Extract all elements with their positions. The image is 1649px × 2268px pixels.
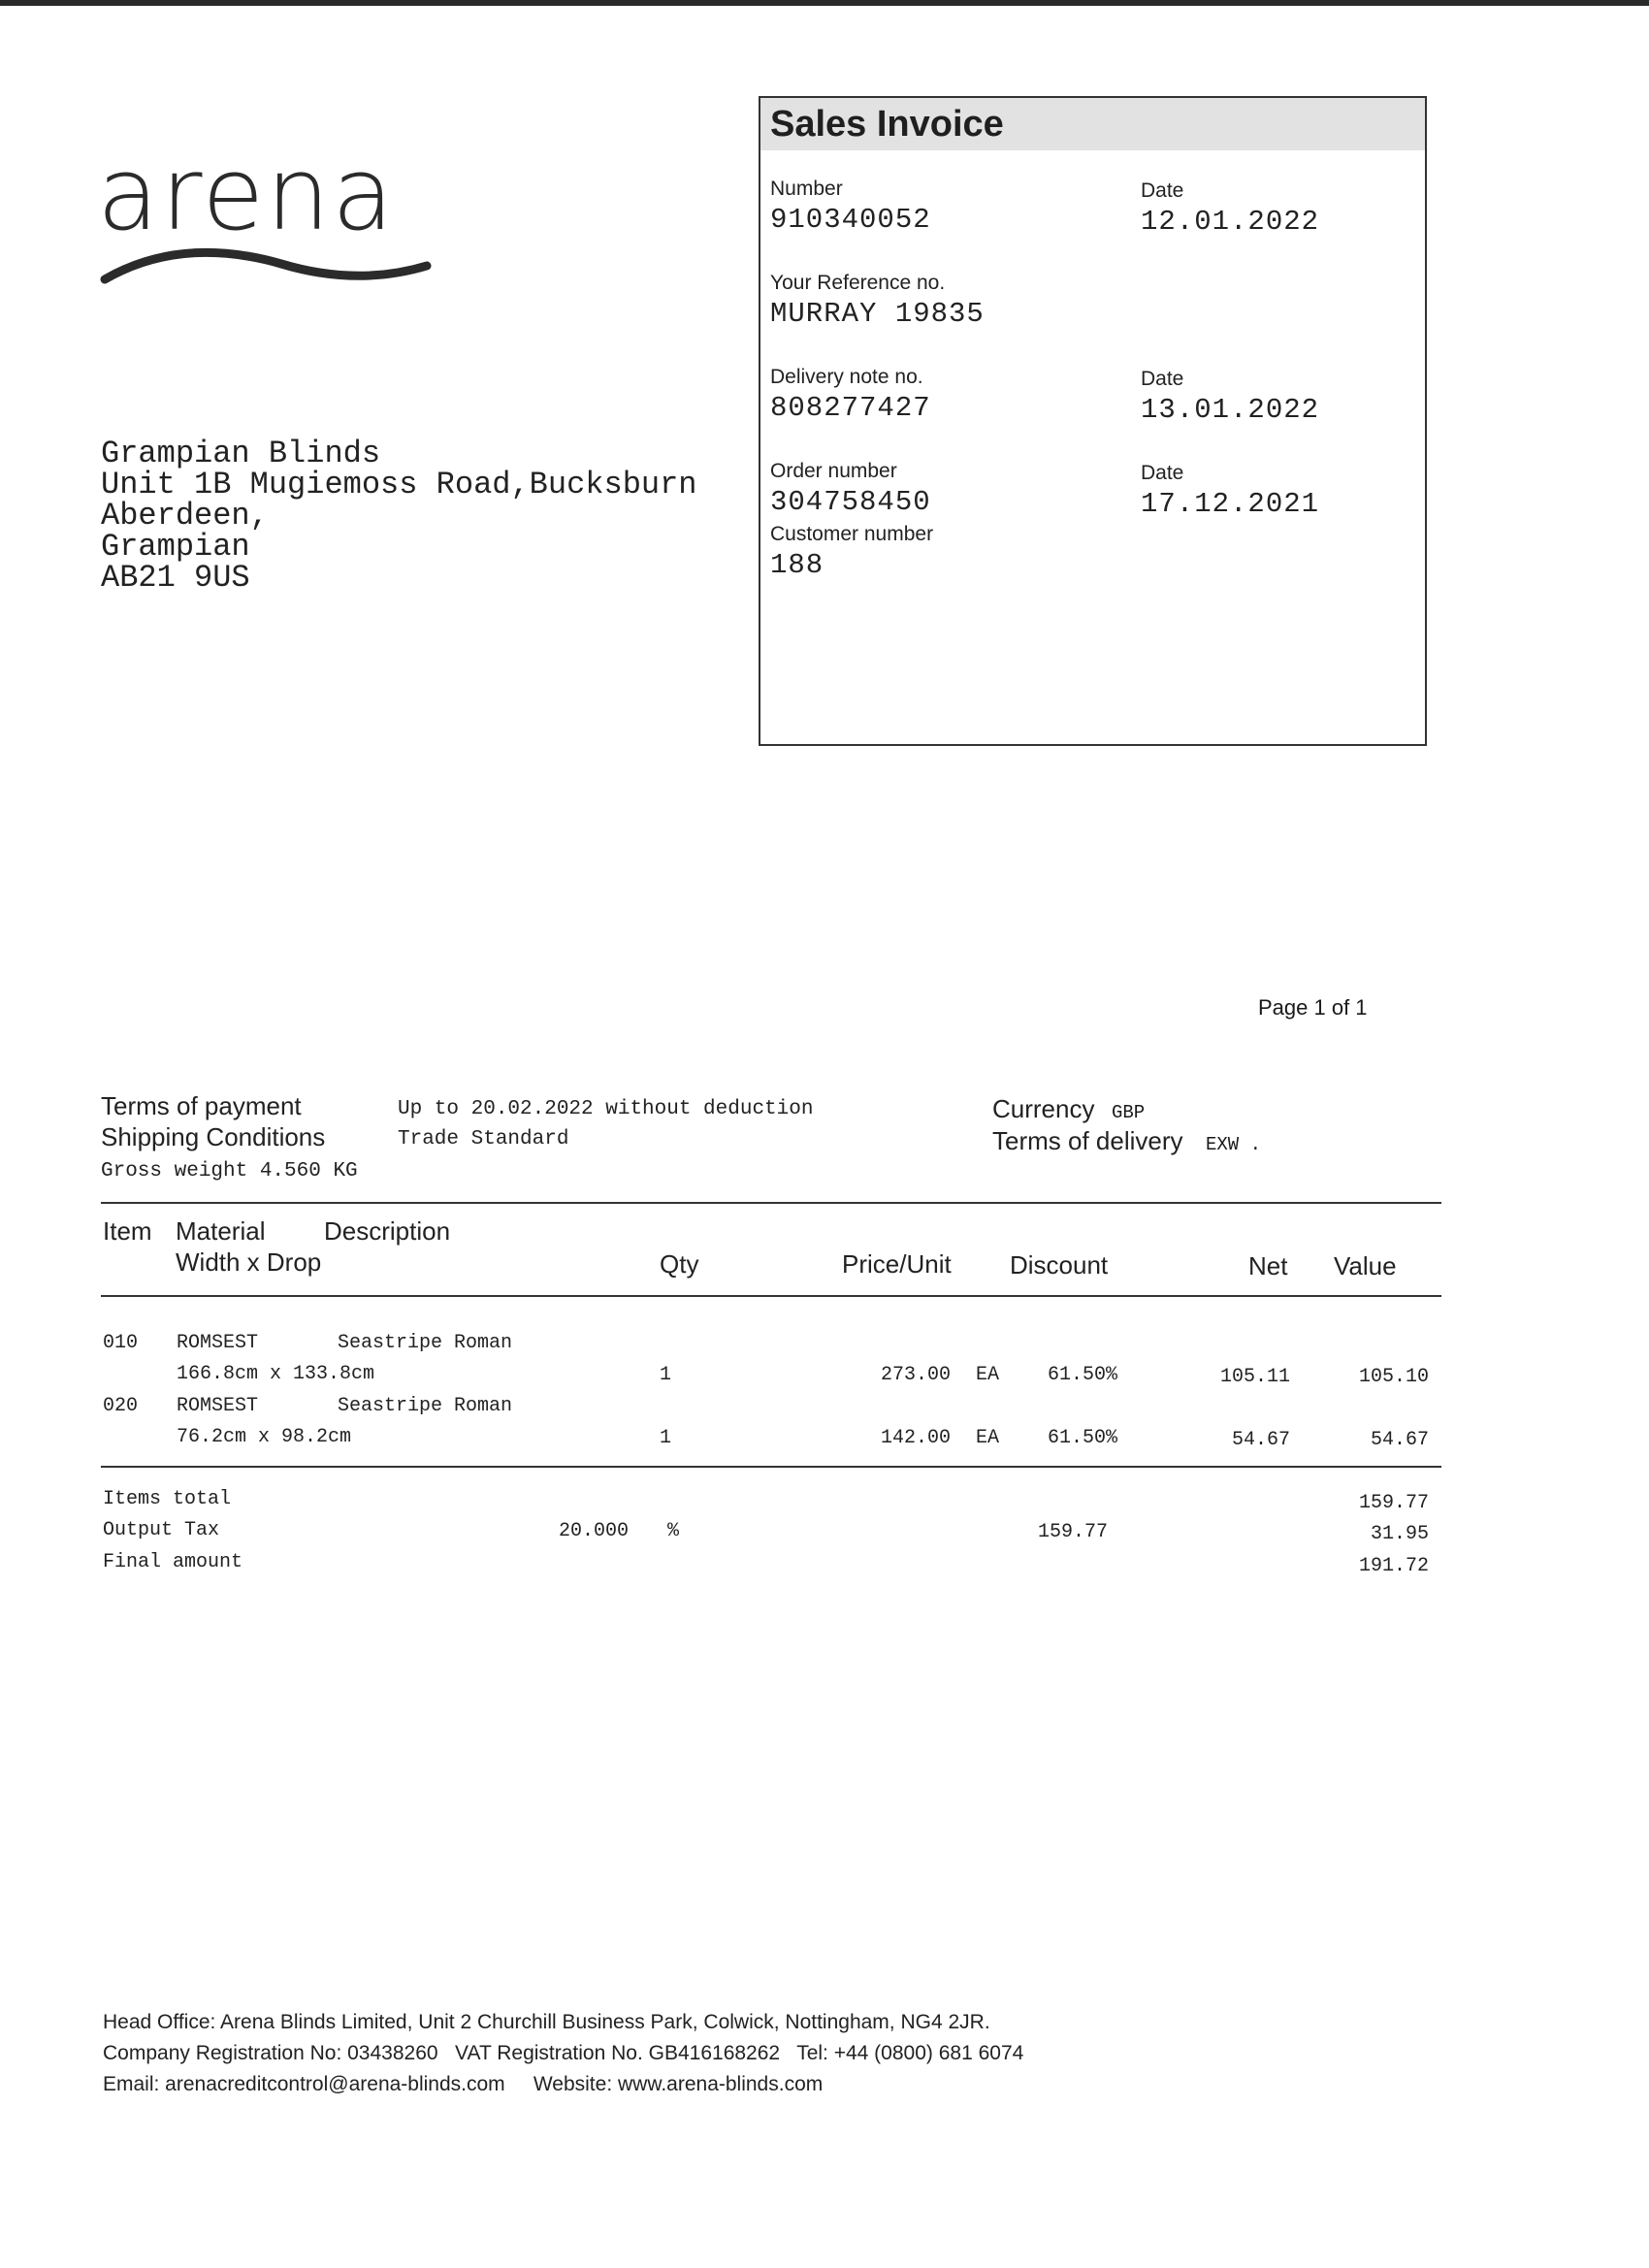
- order-date-label: Date: [1141, 462, 1184, 484]
- address-line-4: Grampian: [101, 529, 250, 565]
- footer-registration: Company Registration No: 03438260 VAT Registration No. GB416168262 Tel: +44 (0800) 681 6074: [103, 2042, 1024, 2064]
- delivery-date-value: 13.01.2022: [1141, 394, 1320, 426]
- date-label: Date: [1141, 179, 1184, 202]
- invoice-title: Sales Invoice: [760, 98, 1425, 150]
- row1-material: ROMSEST: [177, 1332, 259, 1354]
- output-tax-label: Output Tax: [103, 1519, 220, 1541]
- arena-logo: [97, 136, 436, 301]
- header-value: Value: [1334, 1251, 1397, 1280]
- header-item: Item: [103, 1216, 152, 1246]
- terms-of-payment-label: Terms of payment: [101, 1091, 302, 1120]
- reference-label: Your Reference no.: [770, 272, 946, 294]
- number-label: Number: [770, 178, 843, 200]
- gross-weight: Gross weight 4.560 KG: [101, 1160, 358, 1183]
- row2-value: 54.67: [1370, 1429, 1429, 1451]
- logo-text: arena: [97, 136, 396, 253]
- order-number-label: Order number: [770, 460, 897, 482]
- row1-item: 010: [103, 1332, 139, 1354]
- address-line-3: Aberdeen,: [101, 498, 269, 534]
- row1-net: 105.11: [1219, 1366, 1290, 1388]
- tax-base: 159.77: [1037, 1521, 1108, 1543]
- delivery-note-value: 808277427: [770, 392, 931, 424]
- tax-percent-sign: %: [667, 1520, 680, 1542]
- row2-net: 54.67: [1231, 1429, 1290, 1451]
- final-amount-label: Final amount: [103, 1551, 243, 1573]
- shipping-conditions-value: Trade Standard: [398, 1128, 569, 1150]
- row2-size: 76.2cm x 98.2cm: [177, 1426, 352, 1448]
- row2-item: 020: [103, 1395, 139, 1417]
- currency-value: GBP: [1112, 1102, 1146, 1123]
- address-line-2: Unit 1B Mugiemoss Road,Bucksburn: [101, 467, 697, 502]
- address-line-5: AB21 9US: [101, 560, 250, 596]
- delivery-date-label: Date: [1141, 368, 1184, 390]
- row1-price: 273.00: [880, 1364, 951, 1386]
- footer-head-office: Head Office: Arena Blinds Limited, Unit 2 Churchill Business Park, Colwick, Nottingham, NG4 2JR.: [103, 2011, 990, 2033]
- customer-number-label: Customer number: [770, 523, 934, 545]
- delivery-note-label: Delivery note no.: [770, 366, 923, 388]
- row1-qty: 1: [660, 1364, 672, 1386]
- address-line-1: Grampian Blinds: [101, 436, 381, 471]
- top-edge: [0, 0, 1649, 6]
- final-amount-value: 191.72: [1358, 1555, 1429, 1577]
- logo-wave: [105, 252, 427, 279]
- rule-above-totals: [101, 1466, 1441, 1468]
- page-number: Page 1 of 1: [1258, 995, 1368, 1020]
- order-date-value: 17.12.2021: [1141, 488, 1320, 520]
- reference-value: MURRAY 19835: [770, 298, 985, 330]
- items-total-value: 159.77: [1358, 1492, 1429, 1514]
- header-description: Description: [324, 1216, 451, 1246]
- header-qty: Qty: [660, 1249, 699, 1279]
- row2-discount: 61.50%: [1047, 1427, 1117, 1449]
- header-width-drop: Width x Drop: [176, 1247, 322, 1277]
- row1-discount: 61.50%: [1047, 1364, 1117, 1386]
- order-number-value: 304758450: [770, 486, 931, 518]
- row2-material: ROMSEST: [177, 1395, 259, 1417]
- invoice-date: 12.01.2022: [1141, 206, 1320, 238]
- row2-price: 142.00: [880, 1427, 951, 1449]
- currency-label: Currency: [992, 1094, 1095, 1123]
- row2-unit: EA: [976, 1427, 1000, 1449]
- shipping-conditions-label: Shipping Conditions: [101, 1122, 326, 1151]
- invoice-info-box: [759, 96, 1427, 746]
- terms-of-delivery-value: EXW .: [1206, 1134, 1262, 1155]
- header-material: Material: [176, 1216, 266, 1246]
- rule-above-header: [101, 1202, 1441, 1204]
- footer-contact: Email: arenacreditcontrol@arena-blinds.com Website: www.arena-blinds.com: [103, 2073, 824, 2095]
- invoice-number: 910340052: [770, 204, 931, 236]
- header-price-unit: Price/Unit: [842, 1249, 952, 1279]
- terms-of-delivery-label: Terms of delivery: [992, 1126, 1183, 1155]
- row1-size: 166.8cm x 133.8cm: [177, 1363, 375, 1385]
- customer-number-value: 188: [770, 549, 824, 581]
- output-tax-value: 31.95: [1370, 1523, 1429, 1545]
- header-discount: Discount: [1010, 1250, 1109, 1280]
- items-total-label: Items total: [103, 1488, 232, 1510]
- customer-address: [101, 438, 697, 594]
- terms-of-payment-value: Up to 20.02.2022 without deduction: [398, 1098, 814, 1120]
- row1-unit: EA: [976, 1364, 1000, 1386]
- header-net: Net: [1248, 1251, 1288, 1280]
- row2-description: Seastripe Roman: [338, 1395, 513, 1417]
- tax-rate: 20.000: [558, 1520, 629, 1542]
- row1-value: 105.10: [1358, 1366, 1429, 1388]
- row1-description: Seastripe Roman: [338, 1332, 513, 1354]
- rule-below-header: [101, 1295, 1441, 1297]
- row2-qty: 1: [660, 1427, 672, 1449]
